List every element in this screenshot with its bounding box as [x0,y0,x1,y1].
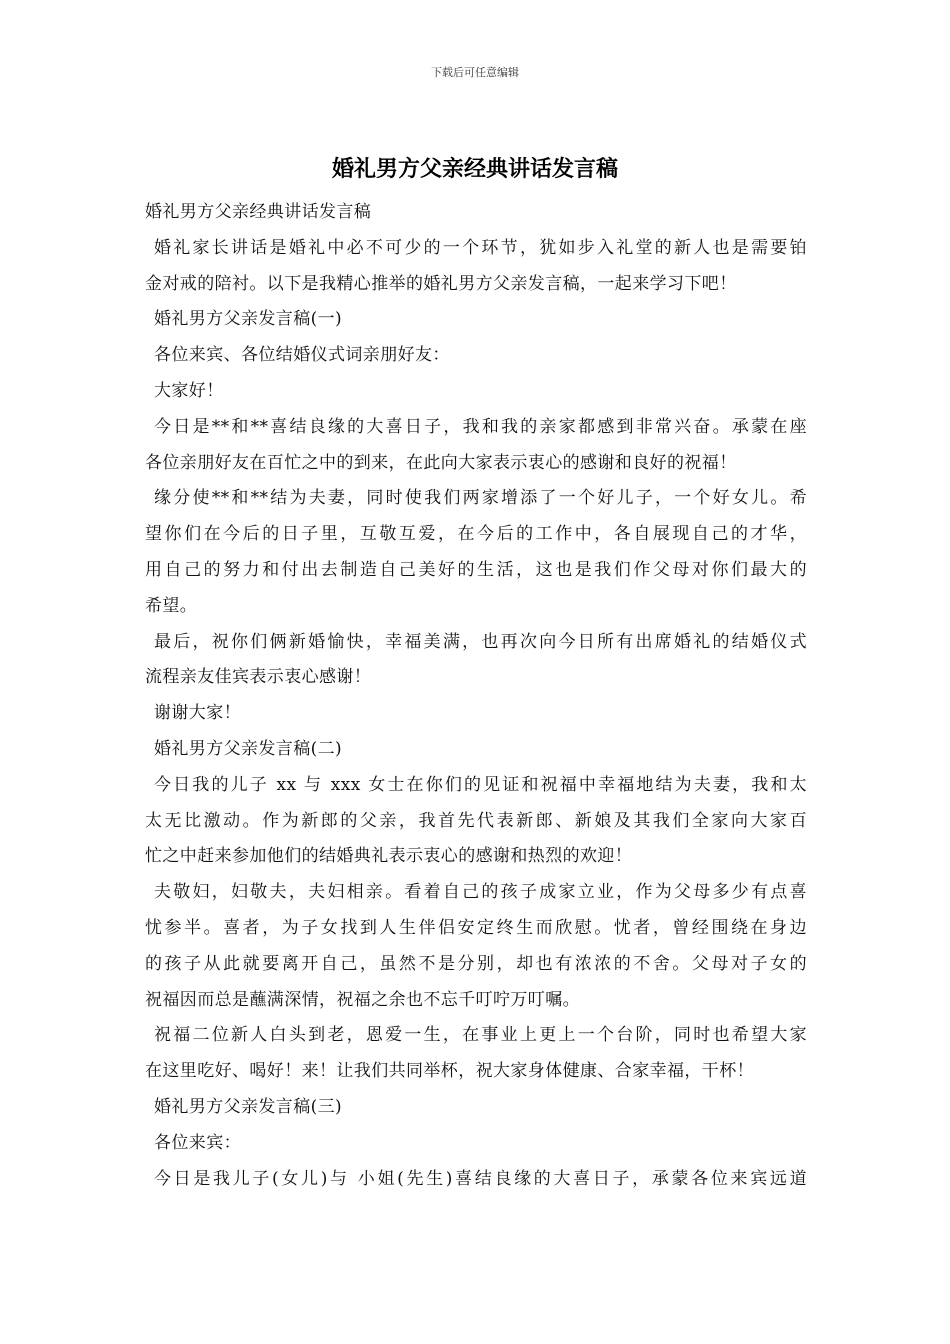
text-line: 夫敬妇，妇敬夫，夫妇相亲。看着自己的孩子成家立业，作为父母多少有点喜 [154,882,807,903]
text-line: 忧参半。喜者，为子女找到人生伴侣安定终生而欣慰。忧者，曾经围绕在身边 [145,917,807,938]
document-title: 婚礼男方父亲经典讲话发言稿 [331,156,618,182]
text-line: 太无比激动。作为新郎的父亲，我首先代表新郎、新娘及其我们全家向大家百 [145,810,807,831]
text-line: 祝福二位新人白头到老，恩爱一生，在事业上更上一个台阶，同时也希望大家 [154,1025,807,1046]
text-line: 婚礼家长讲话是婚礼中必不可少的一个环节，犹如步入礼堂的新人也是需要铂 [154,237,807,258]
text-line: 谢谢大家！ [154,703,241,724]
text-line: 在这里吃好、喝好！来！让我们共同举杯，祝大家身体健康、合家幸福，干杯！ [145,1061,754,1082]
text-line: 希望。 [145,595,198,616]
text-line: 望你们在今后的日子里，互敬互爱，在今后的工作中，各自展现自己的才华， [145,524,807,545]
text-line: 的孩子从此就要离开自己，虽然不是分别，却也有浓浓的不舍。父母对子女的 [145,953,807,974]
text-line: 各位来宾、各位结婚仪式词亲朋好友： [154,345,450,366]
text-line: 大家好！ [154,380,224,401]
text-line: 用自己的努力和付出去制造自己美好的生活，这也是我们作父母对你们最大的 [145,559,807,580]
text-line: 今日我的儿子 xx 与 xxx 女士在你们的见证和祝福中幸福地结为夫妻，我和太 [154,774,807,795]
text-line: 缘分使**和**结为夫妻，同时使我们两家增添了一个好儿子，一个好女儿。希 [154,488,807,509]
text-line: 祝福因而总是蘸满深情，祝福之余也不忘千叮咛万叮嘱。 [145,989,580,1010]
text-line: 金对戒的陪衬。以下是我精心推举的婚礼男方父亲发言稿，一起来学习下吧！ [145,273,737,294]
text-line: 婚礼男方父亲经典讲话发言稿 [145,202,372,222]
text-line: 今日是**和**喜结良缘的大喜日子，我和我的亲家都感到非常兴奋。承蒙在座 [154,416,807,437]
document-body [145,195,807,1197]
section-heading: 婚礼男方父亲发言稿(三) [154,1096,343,1117]
text-line: 流程亲友佳宾表示衷心感谢！ [145,667,372,688]
page-header-note: 下载后可任意编辑 [431,66,519,79]
text-line: 最后，祝你们俩新婚愉快，幸福美满，也再次向今日所有出席婚礼的结婚仪式 [154,631,807,652]
section-heading: 婚礼男方父亲发言稿(二) [154,738,343,759]
section-heading: 婚礼男方父亲发言稿(一) [154,309,343,330]
text-line: 各位亲朋好友在百忙之中的到来，在此向大家表示衷心的感谢和良好的祝福！ [145,452,737,473]
text-line: 忙之中赶来参加他们的结婚典礼表示衷心的感谢和热烈的欢迎！ [145,846,633,867]
text-line: 今日是我儿子(女儿)与 小姐(先生)喜结良缘的大喜日子，承蒙各位来宾远道 [154,1168,807,1189]
text-line: 各位来宾： [154,1132,241,1153]
